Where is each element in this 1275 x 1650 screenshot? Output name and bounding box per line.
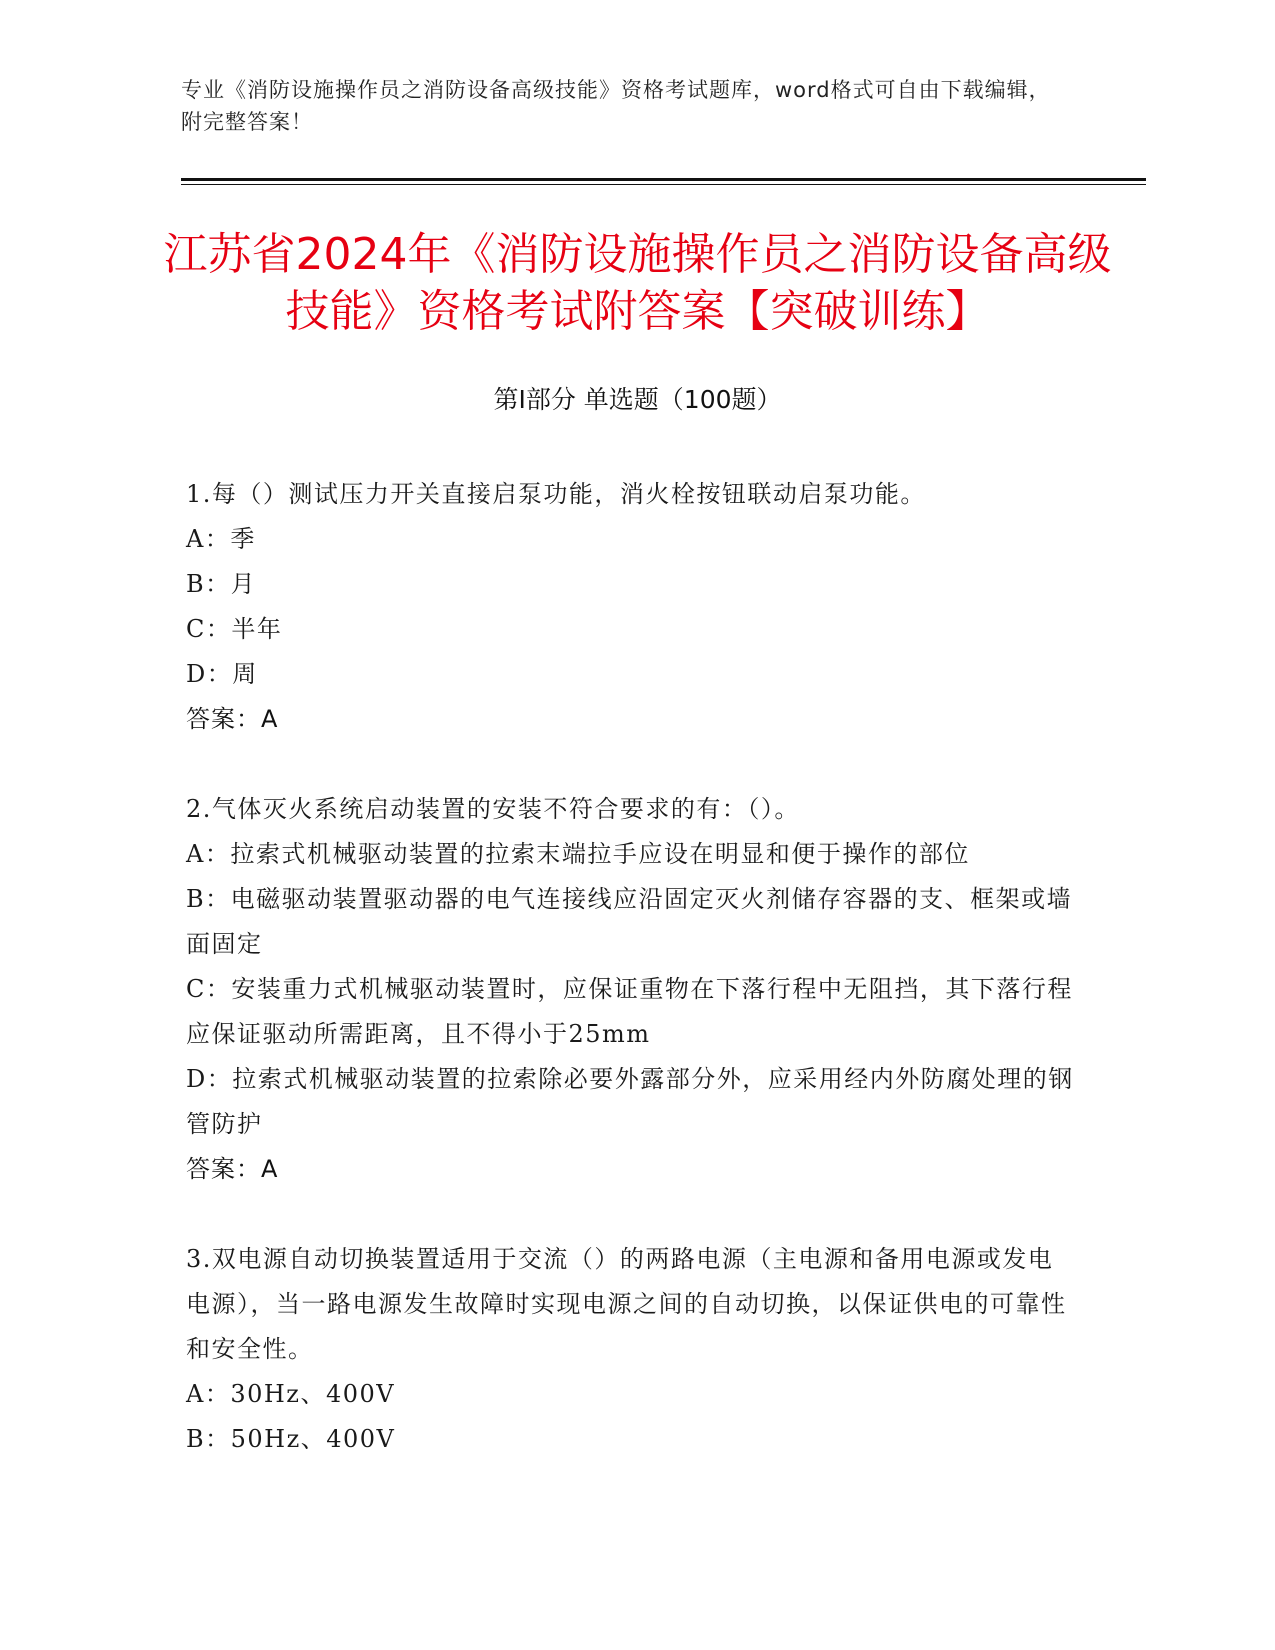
question-3: [186, 1237, 1076, 1462]
option-b: B：月: [186, 570, 257, 598]
option-b: B：50Hz、400V: [186, 1425, 396, 1453]
section-title: 第I部分 单选题（100题）: [493, 385, 782, 414]
option-a: A：拉索式机械驱动装置的拉索末端拉手应设在明显和便于操作的部位: [186, 840, 970, 868]
header-note: 专业《消防设施操作员之消防设备高级技能》资格考试题库，word格式可自由下载编辑，附完整答案！: [181, 78, 1051, 134]
document-title: 江苏省2024年《消防设施操作员之消防设备高级技能》资格考试附答案【突破训练】: [163, 229, 1112, 337]
question-1: [186, 472, 1076, 742]
option-c: C：半年: [186, 615, 283, 643]
option-b: B：电磁驱动装置驱动器的电气连接线应沿固定灭火剂储存容器的支、框架或墙面固定: [186, 885, 1073, 958]
option-a: A：季: [186, 525, 256, 553]
header-rule-thin: [181, 184, 1146, 185]
question-2: [186, 787, 1076, 1192]
header-rule-thick: [181, 178, 1146, 181]
option-a: A：30Hz、400V: [186, 1380, 396, 1408]
question-stem: 2.气体灭火系统启动装置的安装不符合要求的有：（）。: [186, 795, 800, 823]
option-d: D：拉索式机械驱动装置的拉索除必要外露部分外，应采用经内外防腐处理的钢管防护: [186, 1065, 1074, 1138]
answer-line: 答案：A: [186, 705, 279, 733]
option-c: C：安装重力式机械驱动装置时，应保证重物在下落行程中无阻挡，其下落行程应保证驱动所需距离，且不得小于25mm: [186, 975, 1073, 1048]
answer-line: 答案：A: [186, 1155, 279, 1183]
question-stem: 3.双电源自动切换装置适用于交流（）的两路电源（主电源和备用电源或发电电源），当一路电源发生故障时实现电源之间的自动切换，以保证供电的可靠性和安全性。: [186, 1245, 1067, 1363]
question-list: [186, 472, 1076, 1507]
option-d: D：周: [186, 660, 258, 688]
question-stem: 1.每（）测试压力开关直接启泵功能，消火栓按钮联动启泵功能。: [186, 480, 926, 508]
